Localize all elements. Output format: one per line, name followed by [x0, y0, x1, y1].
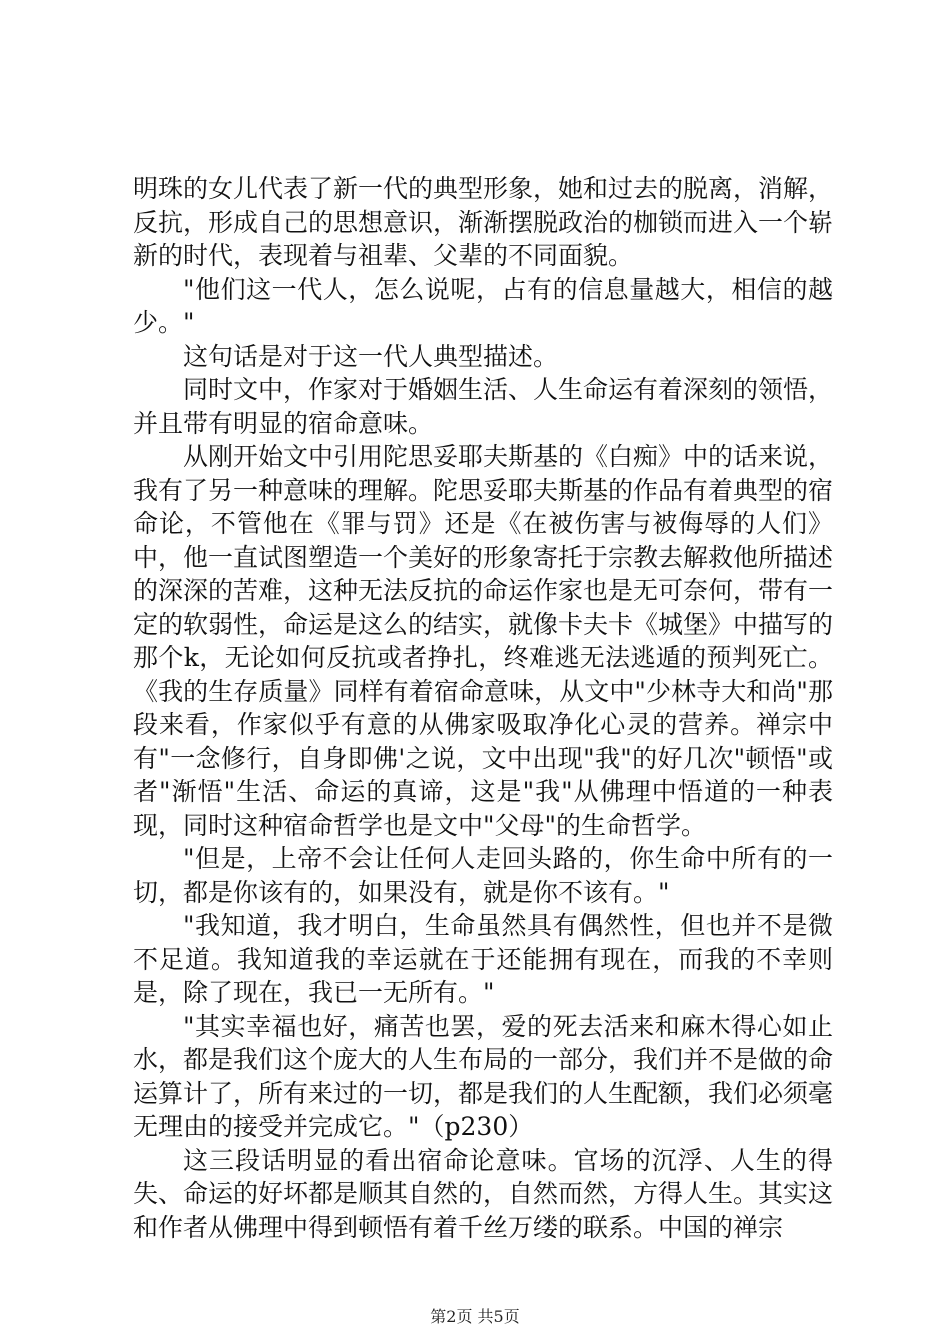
page-footer: 第2页 共5页: [430, 1307, 520, 1326]
paragraph-4: 同时文中，作家对于婚姻生活、人生命运有着深刻的领悟，并且带有明显的宿命意味。: [133, 375, 834, 438]
paragraph-7: "我知道，我才明白，生命虽然具有偶然性，但也并不是微不足道。我知道我的幸运就在于还能拥有现在，而我的不幸则是，除了现在，我已一无所有。": [133, 911, 833, 1007]
paragraph-3: 这句话是对于这一代人典型描述。: [183, 341, 559, 371]
paragraph-6: "但是，上帝不会让任何人走回头路的，你生命中所有的一切，都是你该有的，如果没有，就是你不该有。": [133, 844, 833, 907]
paragraph-2: "他们这一代人，怎么说呢，占有的信息量越大，相信的越少。": [133, 274, 833, 337]
paragraph-5: 从刚开始文中引用陀思妥耶夫斯基的《白痴》中的话来说，我有了另一种意味的理解。陀思妥耶夫斯基的作品有着典型的宿命论，不管他在《罪与罚》还是《在被伤害与被侮辱的人们》中，他一直试图塑造一个美好的形象寄托于宗教去解救他所描述的深深的苦难，这种无法反抗的命运作家也是无可奈何，带有一定的软弱性，命运是这么的结实，就像卡夫卡《城堡》中描写的那个k，无论如何反抗或者挣扎，终难逃无法逃遁的预判死亡。《我的生存质量》同样有着宿命意味，从文中"少林寺大和尚"那段来看，作家似乎有意的从佛家吸取净化心灵的营养。禅宗中有"一念修行，自身即佛'之说，文中出现"我"的好几次"顿悟"或者"渐悟"生活、命运的真谛，这是"我"从佛理中悟道的一种表现，同时这种宿命哲学也是文中"父母"的生命哲学。: [133, 442, 834, 840]
paragraph-9: 这三段话明显的看出宿命论意味。官场的沉浮、人生的得失、命运的好坏都是顺其自然的，自然而然，方得人生。其实这和作者从佛理中得到顿悟有着千丝万缕的联系。中国的禅宗: [133, 1145, 834, 1242]
paragraph-1: 明珠的女儿代表了新一代的典型形象，她和过去的脱离，消解，反抗，形成自己的思想意识，渐渐摆脱政治的枷锁而进入一个崭新的时代，表现着与祖辈、父辈的不同面貌。: [133, 174, 834, 270]
body-text: [133, 172, 833, 1244]
paragraph-8: "其实幸福也好，痛苦也罢，爱的死去活来和麻木得心如止水，都是我们这个庞大的人生布局的一部分，我们并不是做的命运算计了，所有来过的一切，都是我们的人生配额，我们必须毫无理由的接受并完成它。"（p230）: [133, 1011, 834, 1141]
